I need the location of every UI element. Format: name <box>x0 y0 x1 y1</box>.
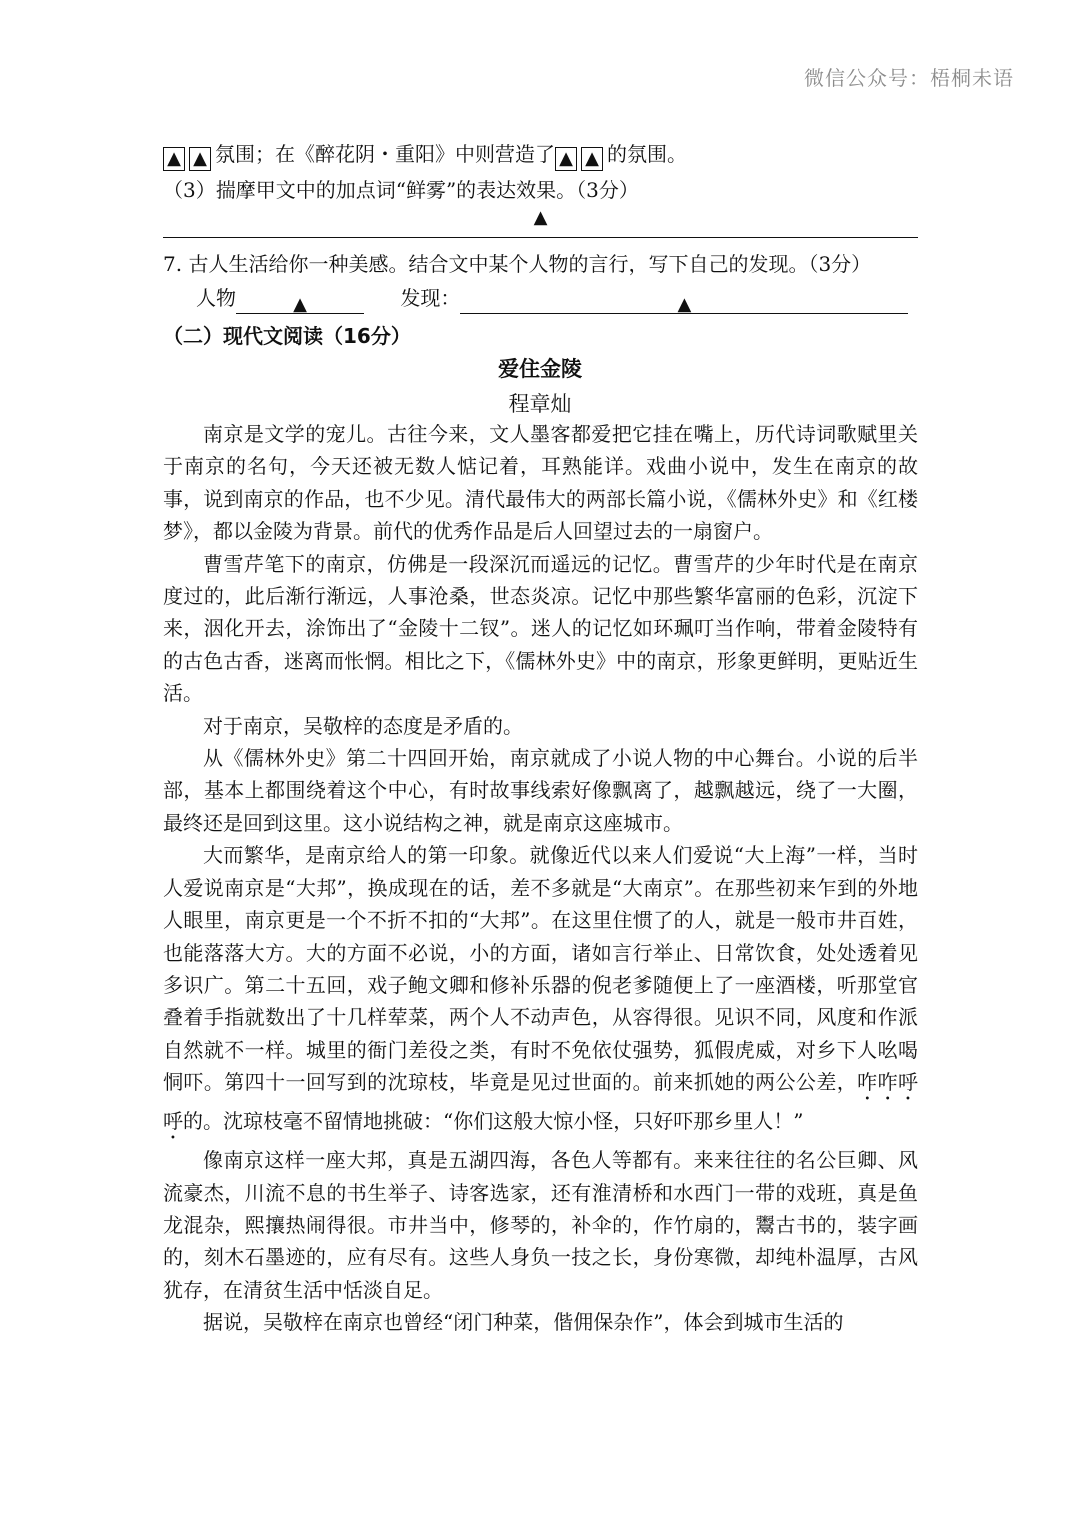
paragraph: 像南京这样一座大邦，真是五湖四海，各色人等都有。来来往往的名公巨卿、风流豪杰，川流不息的书生举子、诗客选家，还有淮清桥和水西门一带的戏班，真是鱼龙混杂，熙攘热闹得很。市井当中，修琴的，补伞的，作竹扇的，鬻古书的，装字画的，刻木石墨迹的，应有尽有。这些人身负一技之长，身份寒微，却纯朴温厚，古风犹存，在清贫生活中恬淡自足。 <box>163 1148 918 1302</box>
q6-answer-line <box>163 138 918 171</box>
q6-sub3: （3）揣摩甲文中的加点词“鲜雾”的表达效果。（3分） <box>163 178 639 202</box>
finding-field[interactable] <box>460 287 908 314</box>
paragraph: 对于南京，吴敬梓的态度是矛盾的。 <box>203 713 523 738</box>
watermark: 微信公众号：梧桐未语 <box>804 66 1014 90</box>
article-title: 爱住金陵 <box>498 357 582 381</box>
answer-blank-icon[interactable]: ▲ <box>189 147 211 171</box>
answer-marker-icon: ▲ <box>677 294 692 315</box>
person-field[interactable] <box>236 287 364 314</box>
paragraph-text: 大而繁华，是南京给人的第一印象。就像近代以来人们爱说“大上海”一样，当时人爱说南京是“大邦”，换成现在的话，差不多就是“大南京”。在那些初来乍到的外地人眼里，南京更是一个不折不扣的“大邦”。在这里住惯了的人，就是一般市井百姓，也能落落大方。大的方面不必说，小的方面，诸如言行举止、日常饮食，处处透着见多识广。第二十五回，戏子鲍文卿和修补乐器的倪老爹随便上了一座酒楼，听那堂官叠着手指就数出了十几样荤菜，两个人不动声色，从容得很。见识不同，风度和作派自然就不一样。城里的衙门差役之类，有时不免依仗强势，狐假虎威，对乡下人吆喝恫吓。第四十一回写到的沈琼枝，毕竟是见过世面的。前来抓她的两公公差， <box>163 843 918 1095</box>
answer-blank-icon[interactable]: ▲ <box>555 147 577 171</box>
q6-sub3-answer-field[interactable] <box>163 207 918 238</box>
person-label: 人物 <box>196 286 236 310</box>
finding-label: 发现： <box>400 286 461 310</box>
article-author: 程章灿 <box>508 392 572 416</box>
answer-blank-icon[interactable]: ▲ <box>581 147 603 171</box>
answer-marker-icon: ▲ <box>533 207 548 228</box>
dotted-word: 咋咋呼呼 <box>163 1070 919 1134</box>
paragraph: 从《儒林外史》第二十四回开始，南京就成了小说人物的中心舞台。小说的后半部，基本上都围绕着这个中心，有时故事线索好像飘离了，越飘越远，绕了一大圈，最终还是回到这里。这小说结构之神，就是南京这座城市。 <box>163 746 918 835</box>
paragraph-text: 的。沈琼枝毫不留情地挑破：“你们这般大惊小怪，只好吓那乡里人！” <box>183 1109 804 1134</box>
section-title: （二）现代文阅读（16分） <box>163 324 411 348</box>
q6-text-1: 氛围；在《醉花阴・重阳》中则营造了 <box>215 142 555 166</box>
article-body <box>163 418 918 1339</box>
q6-text-2: 的氛围。 <box>607 142 687 166</box>
answer-blank-icon[interactable]: ▲ <box>163 147 185 171</box>
paragraph: 据说，吴敬梓在南京也曾经“闭门种菜，偕佣保杂作”，体会到城市生活的 <box>203 1310 844 1335</box>
paragraph <box>163 839 918 1144</box>
q7-question: 7. 古人生活给你一种美感。结合文中某个人物的言行，写下自己的发现。（3分） <box>163 252 872 276</box>
q7-answer-row <box>196 282 918 314</box>
answer-marker-icon: ▲ <box>293 294 307 315</box>
paragraph: 曹雪芹笔下的南京，仿佛是一段深沉而遥远的记忆。曹雪芹的少年时代是在南京度过的，此后渐行渐远，人事沧桑，世态炎凉。记忆中那些繁华富丽的色彩，沉淀下来，洇化开去，涂饰出了“金陵十二钗”。迷人的记忆如环珮叮当作响，带着金陵特有的古色古香，迷离而怅惘。相比之下，《儒林外史》中的南京，形象更鲜明，更贴近生活。 <box>163 551 918 706</box>
paragraph: 南京是文学的宠儿。古往今来，文人墨客都爱把它挂在嘴上，历代诗词歌赋里关于南京的名句，今天还被无数人惦记着，耳熟能详。戏曲小说中，发生在南京的故事，说到南京的作品，也不少见。清代最伟大的两部长篇小说，《儒林外史》和《红楼梦》，都以金陵为背景。前代的优秀作品是后人回望过去的一扇窗户。 <box>163 422 918 544</box>
